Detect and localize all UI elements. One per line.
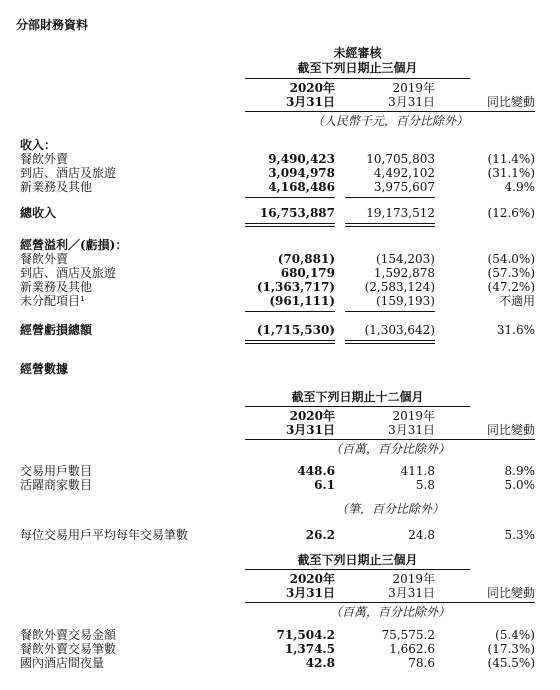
value-2019: 1,592,878 xyxy=(373,266,435,280)
col-2020-date: 3月31日 xyxy=(285,95,335,109)
col-2020-year: 2020年 xyxy=(289,572,335,586)
value-2019: 5.8 xyxy=(415,478,435,492)
header-rule xyxy=(245,569,470,570)
value-2019: 10,705,803 xyxy=(366,152,435,166)
col-change: 同比變動 xyxy=(486,586,535,600)
value-2019: 19,173,512 xyxy=(366,206,435,220)
value-2019: 1,662.6 xyxy=(389,642,435,656)
value-change: 31.6% xyxy=(496,323,535,337)
value-change: (57.3%) xyxy=(487,266,535,280)
row-label: 未分配項目¹ xyxy=(20,294,85,308)
value-change: 5.3% xyxy=(504,528,535,542)
col-2019-year: 2019年 xyxy=(392,409,435,423)
page-title: 分部財務資料 xyxy=(16,18,89,32)
row-label: 新業務及其他 xyxy=(20,280,93,294)
col-change: 同比變動 xyxy=(486,423,535,437)
value-change: (5.4%) xyxy=(495,628,535,642)
value-2020: 42.8 xyxy=(305,656,335,670)
value-change: (31.1%) xyxy=(487,166,535,180)
header-rule xyxy=(245,439,535,440)
value-2019: (159,193) xyxy=(376,294,435,308)
value-2019: 4,492,102 xyxy=(373,166,435,180)
revenue-title: 收入： xyxy=(20,138,57,152)
value-2019: (154,203) xyxy=(376,252,435,266)
row-label: 國內酒店間夜量 xyxy=(20,656,105,670)
value-2020: 71,504.2 xyxy=(276,628,335,642)
value-change: (11.4%) xyxy=(487,152,535,166)
header-rule xyxy=(245,406,470,407)
value-change: (47.2%) xyxy=(487,280,535,294)
col-2020-year: 2020年 xyxy=(289,81,335,95)
row-label: 餐飲外賣 xyxy=(20,152,69,166)
row-label: 餐飲外賣 xyxy=(20,252,69,266)
header-rule xyxy=(245,111,535,112)
col-2020-date: 3月31日 xyxy=(285,423,335,437)
row-label: 每位交易用戶平均每年交易筆數 xyxy=(20,528,189,542)
period-label: 未經審核 xyxy=(333,46,382,60)
section-title: 經營數據 xyxy=(20,362,69,376)
unit-label: （筆，百分比除外） xyxy=(335,502,444,516)
value-2019: (2,583,124) xyxy=(364,280,435,294)
row-label: 到店、酒店及旅遊 xyxy=(20,166,117,180)
total-double-rule xyxy=(245,223,335,227)
unit-label: （百萬，百分比除外） xyxy=(329,442,450,456)
value-2020: (70,881) xyxy=(277,252,335,266)
value-2019: 411.8 xyxy=(400,464,435,478)
col-2019-date: 3月31日 xyxy=(388,95,435,109)
value-change: 8.9% xyxy=(504,464,535,478)
row-label: 到店、酒店及旅遊 xyxy=(20,266,117,280)
subtotal-rule xyxy=(345,311,435,312)
value-change: (17.3%) xyxy=(487,642,535,656)
period-sub-label: 截至下列日期止三個月 xyxy=(297,61,418,75)
value-2020: 3,094,978 xyxy=(268,166,335,180)
unit-label: （人民幣千元，百分比除外） xyxy=(311,114,468,128)
total-double-rule xyxy=(345,223,435,227)
period-sub-label: 截至下列日期止三個月 xyxy=(297,553,418,567)
value-change: (12.6%) xyxy=(487,206,535,220)
period-sub-label: 截至下列日期止十二個月 xyxy=(291,390,424,404)
col-2019-year: 2019年 xyxy=(392,572,435,586)
value-change: 5.0% xyxy=(504,478,535,492)
value-change: (45.5%) xyxy=(487,656,535,670)
row-label: 經營虧損總額 xyxy=(20,323,93,337)
value-2020: 1,374.5 xyxy=(284,642,335,656)
row-label: 總收入 xyxy=(20,206,57,220)
total-double-rule xyxy=(245,340,335,344)
row-label: 活躍商家數目 xyxy=(20,478,93,492)
value-2020: 680,179 xyxy=(280,266,335,280)
value-2020: 6.1 xyxy=(314,478,335,492)
col-2020-year: 2020年 xyxy=(289,409,335,423)
row-label: 新業務及其他 xyxy=(20,180,93,194)
value-2020: 26.2 xyxy=(305,528,335,542)
value-change: (54.0%) xyxy=(487,252,535,266)
value-2020: 448.6 xyxy=(297,464,335,478)
total-double-rule xyxy=(345,340,435,344)
col-2019-date: 3月31日 xyxy=(388,586,435,600)
op-title: 經營溢利／(虧損)： xyxy=(20,238,128,252)
value-change: 4.9% xyxy=(504,180,535,194)
value-2020: (1,715,530) xyxy=(256,323,335,337)
value-2019: 75,575.2 xyxy=(381,628,435,642)
value-2020: 9,490,423 xyxy=(268,152,335,166)
value-2020: 16,753,887 xyxy=(259,206,335,220)
value-2020: 4,168,486 xyxy=(268,180,335,194)
subtotal-rule xyxy=(345,197,435,198)
header-rule xyxy=(245,602,535,603)
subtotal-rule xyxy=(245,311,335,312)
row-label: 交易用戶數目 xyxy=(20,464,93,478)
unit-label: （百萬，百分比除外） xyxy=(329,605,450,619)
row-label: 餐飲外賣交易筆數 xyxy=(20,642,117,656)
row-label: 餐飲外賣交易金額 xyxy=(20,628,117,642)
col-change: 同比變動 xyxy=(486,95,535,109)
header-rule xyxy=(245,78,470,79)
col-2019-year: 2019年 xyxy=(392,81,435,95)
col-2019-date: 3月31日 xyxy=(388,423,435,437)
value-2019: 78.6 xyxy=(408,656,435,670)
value-2019: 3,975,607 xyxy=(373,180,435,194)
value-2020: (961,111) xyxy=(269,294,335,308)
value-change: 不適用 xyxy=(498,294,535,308)
value-2020: (1,363,717) xyxy=(256,280,335,294)
col-2020-date: 3月31日 xyxy=(285,586,335,600)
value-2019: 24.8 xyxy=(408,528,435,542)
subtotal-rule xyxy=(245,197,335,198)
value-2019: (1,303,642) xyxy=(364,323,435,337)
